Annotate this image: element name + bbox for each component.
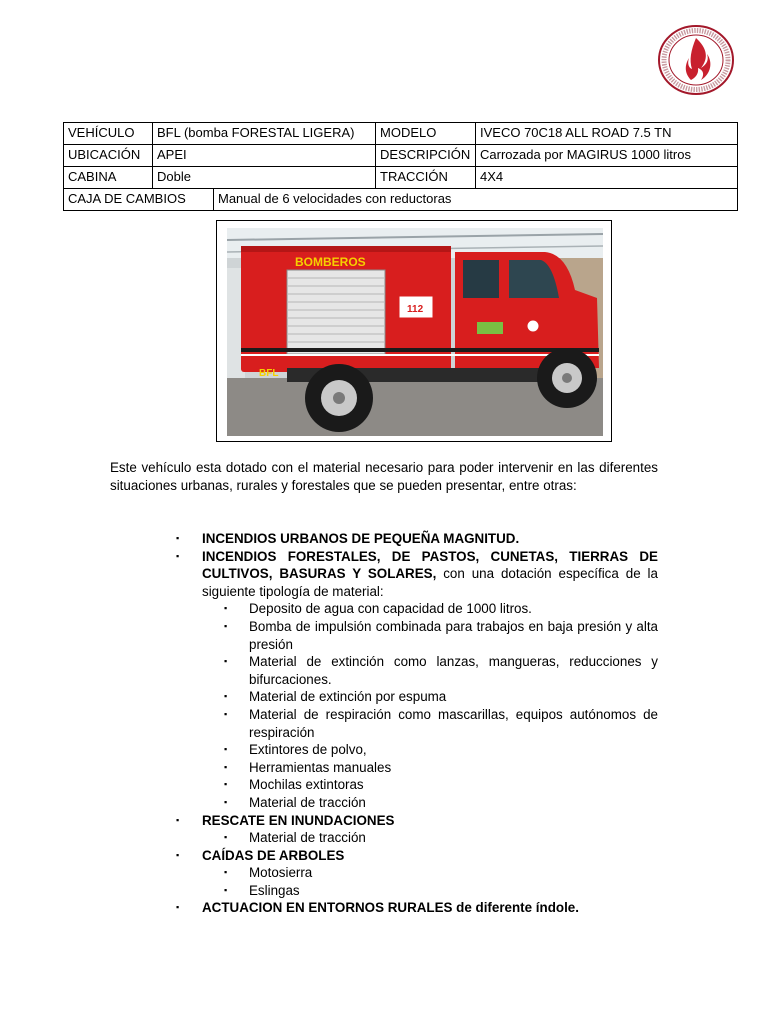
- main-list: [110, 530, 658, 917]
- spec-label: UBICACIÓN: [64, 145, 153, 167]
- intro-paragraph: Este vehículo esta dotado con el material necesario para poder intervenir en las diferentes situaciones urbanas, rurales y forestales que se pueden presentar, entre otras:: [110, 460, 658, 493]
- spec-value: BFL (bomba FORESTAL LIGERA): [153, 123, 376, 145]
- list-item-text: [202, 847, 658, 865]
- list-item-text: [202, 812, 658, 830]
- capabilities-list: [110, 530, 658, 917]
- list-item-title: CAÍDAS DE ARBOLES: [202, 847, 345, 863]
- bullet-icon: ▪: [224, 867, 228, 878]
- bullet-icon: ▪: [176, 550, 180, 561]
- list-item: [110, 812, 658, 847]
- list-item: [110, 548, 658, 812]
- list-item-title: RESCATE EN INUNDACIONES: [202, 812, 395, 828]
- sub-list-item-text: Herramientas manuales: [249, 759, 392, 775]
- bullet-icon: ▪: [224, 779, 228, 790]
- bullet-icon: ▪: [224, 656, 228, 667]
- list-item-text: [202, 548, 658, 601]
- spec-table: [63, 122, 738, 211]
- spec-value: APEI: [153, 145, 376, 167]
- list-item-title: INCENDIOS FORESTALES, DE PASTOS, CUNETAS, TIERRAS DE CULTIVOS, BASURAS Y SOLARES,: [202, 548, 658, 582]
- spec-value: IVECO 70C18 ALL ROAD 7.5 TN: [476, 123, 738, 145]
- spec-label: CABINA: [64, 167, 153, 189]
- sub-list-item-text: Material de tracción: [249, 830, 366, 846]
- sub-list-item: [110, 618, 658, 653]
- sub-list-item: [110, 741, 658, 759]
- bullet-icon: ▪: [176, 849, 180, 860]
- sub-list: [110, 829, 658, 847]
- bullet-icon: ▪: [224, 603, 228, 614]
- list-item-text: [202, 530, 658, 548]
- bullet-icon: ▪: [224, 796, 228, 807]
- list-item: [110, 899, 658, 917]
- sub-list-item-text: Bomba de impulsión combinada para trabajos en baja presión y alta presión: [249, 618, 658, 652]
- bullet-icon: ▪: [224, 832, 228, 843]
- truck-label-bfl: BFL: [259, 368, 279, 379]
- sub-list-item-text: Material de respiración como mascarillas, equipos autónomos de respiración: [249, 706, 658, 740]
- sub-list: [110, 864, 658, 899]
- spec-label: DESCRIPCIÓN: [376, 145, 476, 167]
- fire-truck-photo: [227, 228, 603, 436]
- sub-list-item: [110, 794, 658, 812]
- bullet-icon: ▪: [176, 533, 180, 543]
- sub-list-item: [110, 829, 658, 847]
- sub-list-item: [110, 882, 658, 900]
- photo-frame: [216, 220, 612, 442]
- sub-list-item-text: Motosierra: [249, 865, 313, 881]
- sub-list-item-text: Extintores de polvo,: [249, 742, 367, 758]
- bullet-icon: ▪: [224, 620, 228, 631]
- list-item-text: [202, 899, 658, 917]
- sub-list-item: [110, 759, 658, 777]
- table-row: [64, 189, 738, 211]
- truck-label-bomberos: BOMBEROS: [295, 255, 366, 269]
- sub-list-item: [110, 688, 658, 706]
- table-row: [64, 123, 738, 145]
- table-row: [64, 145, 738, 167]
- sub-list-item: [110, 776, 658, 794]
- bullet-icon: ▪: [224, 761, 228, 772]
- badge-112: 112: [407, 304, 424, 315]
- spec-label: TRACCIÓN: [376, 167, 476, 189]
- sub-list-item: [110, 706, 658, 741]
- spec-value: Doble: [153, 167, 376, 189]
- sub-list-item: [110, 653, 658, 688]
- bullet-icon: ▪: [176, 902, 180, 913]
- spec-value: Carrozada por MAGIRUS 1000 litros: [476, 145, 738, 167]
- sub-list-item-text: Material de extinción como lanzas, mangueras, reducciones y bifurcaciones.: [249, 654, 658, 687]
- table-row: [64, 167, 738, 189]
- bullet-icon: ▪: [224, 744, 228, 755]
- bullet-icon: ▪: [224, 691, 228, 702]
- bullet-icon: ▪: [224, 708, 228, 719]
- sub-list-item: [110, 600, 658, 618]
- list-item-title: ACTUACION EN ENTORNOS RURALES de diferente índole.: [202, 900, 579, 916]
- list-item-detail: con una dotación específica de la siguiente tipología de material:: [202, 566, 658, 599]
- sub-list-item-text: Mochilas extintoras: [249, 777, 364, 793]
- list-item: [110, 847, 658, 900]
- bullet-icon: ▪: [224, 884, 228, 895]
- spec-label: VEHÍCULO: [64, 123, 153, 145]
- sub-list-item-text: Deposito de agua con capacidad de 1000 litros.: [249, 601, 532, 617]
- spec-value: Manual de 6 velocidades con reductoras: [214, 189, 738, 211]
- spec-label: CAJA DE CAMBIOS: [64, 189, 214, 211]
- sub-list: [110, 600, 658, 811]
- spec-value: 4X4: [476, 167, 738, 189]
- sub-list-item: [110, 864, 658, 882]
- spec-label: MODELO: [376, 123, 476, 145]
- list-item-title: INCENDIOS URBANOS DE PEQUEÑA MAGNITUD.: [202, 531, 520, 546]
- bullet-icon: ▪: [176, 814, 180, 825]
- sub-list-item-text: Material de tracción: [249, 794, 366, 810]
- sub-list-item-text: Material de extinción por espuma: [249, 689, 447, 705]
- seal-logo: [657, 24, 735, 96]
- sub-list-item-text: Eslingas: [249, 882, 300, 898]
- list-item: [110, 530, 658, 548]
